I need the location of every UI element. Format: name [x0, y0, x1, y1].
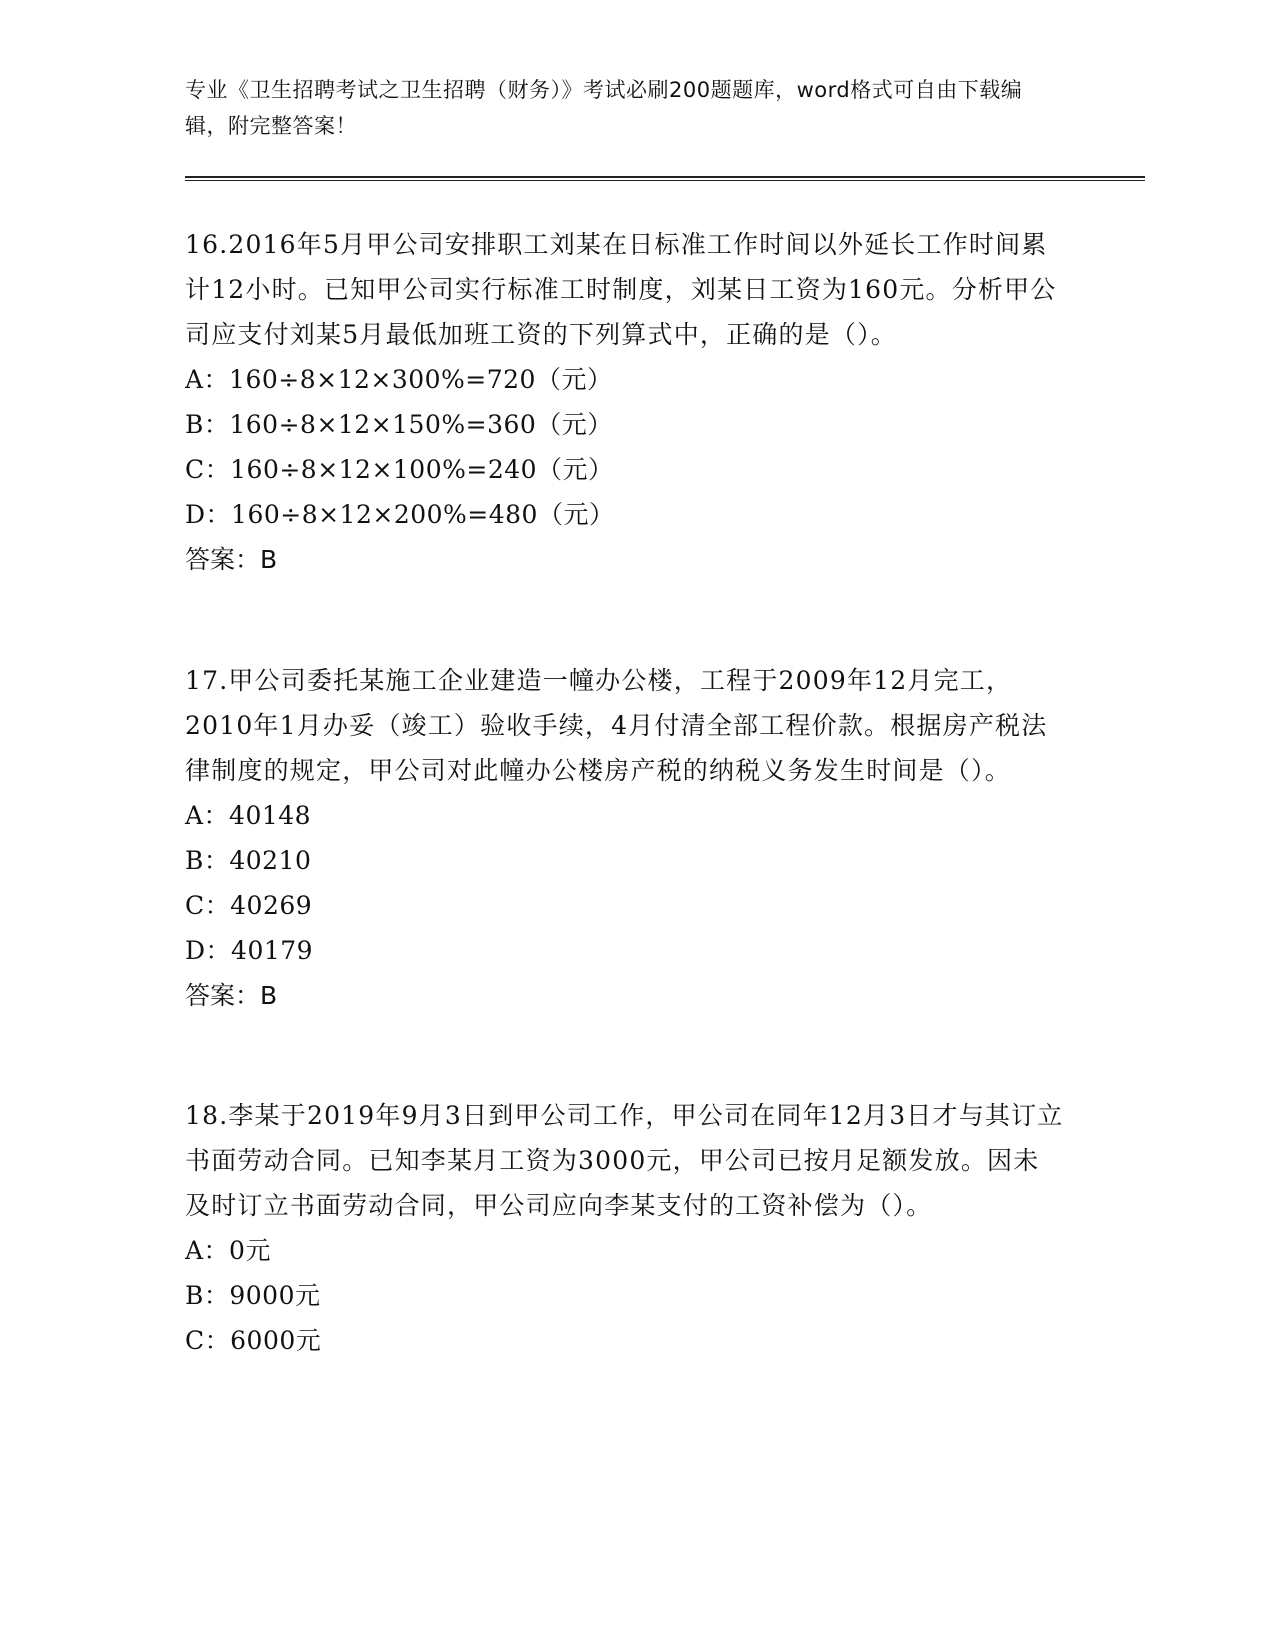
option-b: B：160÷8×12×150%=360（元）	[185, 410, 613, 439]
question-text: 16.2016年5月甲公司安排职工刘某在日标准工作时间以外延长工作时间累计12小时。已知甲公司实行标准工时制度，刘某日工资为160元。分析甲公司应支付刘某5月最低加班工资的下列算式中，正确的是（）。	[185, 230, 1057, 349]
option-a: A：0元	[185, 1236, 271, 1265]
question-18	[185, 1093, 1065, 1363]
header-divider	[185, 176, 1145, 181]
question-text: 17.甲公司委托某施工企业建造一幢办公楼，工程于2009年12月完工，2010年1月办妥（竣工）验收手续，4月付清全部工程价款。根据房产税法律制度的规定，甲公司对此幢办公楼房产税的纳税义务发生时间是（）。	[185, 666, 1048, 785]
answer-line: 答案：B	[185, 981, 278, 1010]
option-a: A：40148	[185, 801, 312, 830]
option-c: C：40269	[185, 891, 313, 920]
question-17	[185, 658, 1065, 1018]
option-b: B：9000元	[185, 1281, 321, 1310]
option-b: B：40210	[185, 846, 312, 875]
question-text: 18.李某于2019年9月3日到甲公司工作，甲公司在同年12月3日才与其订立书面劳动合同。已知李某月工资为3000元，甲公司已按月足额发放。因未及时订立书面劳动合同，甲公司应向李某支付的工资补偿为（）。	[185, 1101, 1064, 1220]
option-a: A：160÷8×12×300%=720（元）	[185, 365, 613, 394]
option-d: D：160÷8×12×200%=480（元）	[185, 500, 615, 529]
option-c: C：160÷8×12×100%=240（元）	[185, 455, 614, 484]
option-d: D：40179	[185, 936, 314, 965]
document-header: 专业《卫生招聘考试之卫生招聘（财务）》考试必刷200题题库，word格式可自由下载编辑，附完整答案！	[185, 78, 1023, 138]
option-c: C：6000元	[185, 1326, 322, 1355]
answer-line: 答案：B	[185, 545, 278, 574]
question-16	[185, 222, 1065, 582]
